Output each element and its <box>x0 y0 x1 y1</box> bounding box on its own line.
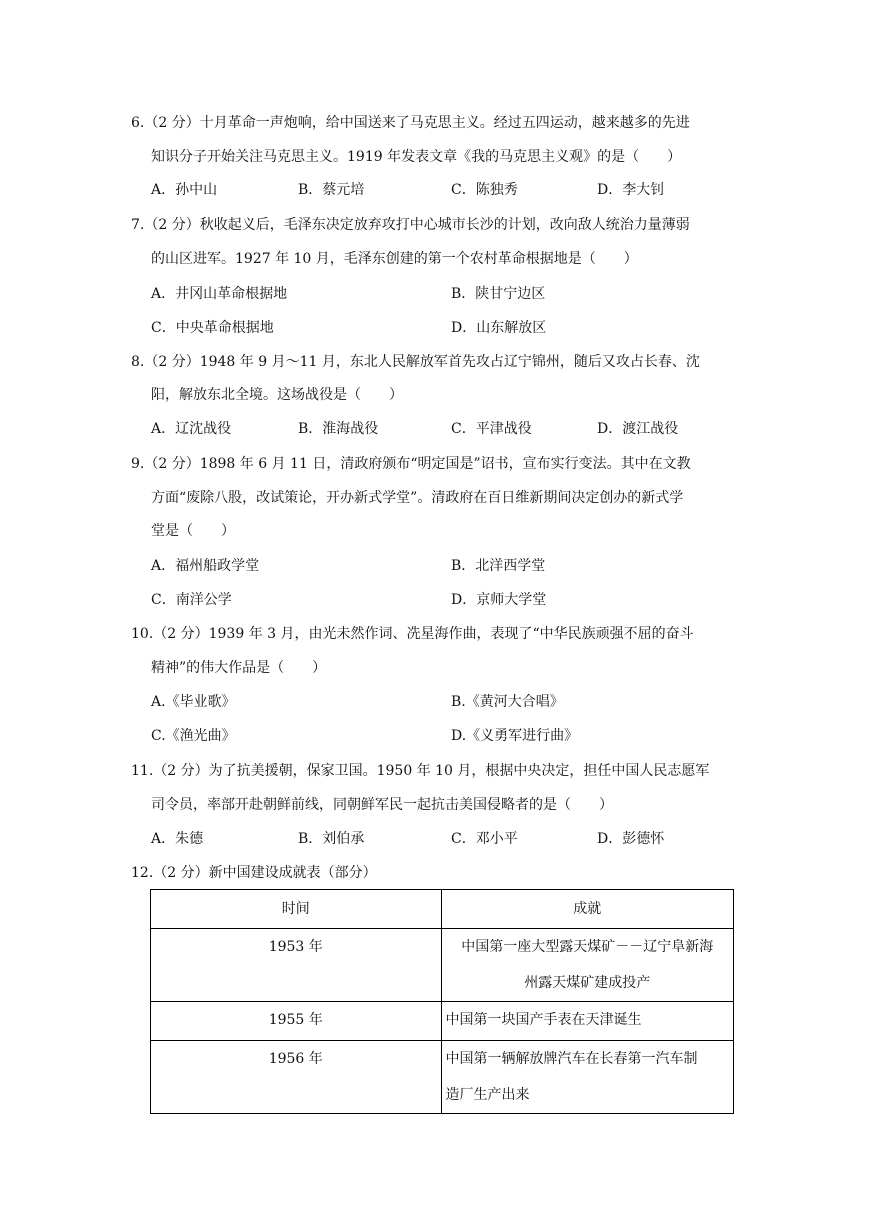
table-cell-achievement <box>441 1041 733 1114</box>
question-9-option-d[interactable]: D．京师大学堂 <box>451 592 547 608</box>
achievement-line: 中国第一辆解放牌汽车在长春第一汽车制 <box>445 1051 698 1067</box>
table-cell-time: 1953 年 <box>151 929 442 1002</box>
achievement-line: 造厂生产出来 <box>445 1087 530 1103</box>
question-10-option-b[interactable]: B.《黄河大合唱》 <box>451 694 564 710</box>
question-9-option-a[interactable]: A．福州船政学堂 <box>151 558 260 574</box>
table-cell-achievement <box>441 1002 733 1041</box>
question-8-option-b[interactable]: B．淮海战役 <box>298 421 379 437</box>
question-11-line-1: 11.（2 分）为了抗美援朝，保家卫国。1950 年 10 月，根据中央决定，担任中国人民志愿军 <box>131 763 710 779</box>
question-10-line-1: 10.（2 分）1939 年 3 月，由光未然作词、冼星海作曲，表现了“中华民族顽强不屈的奋斗 <box>131 626 694 642</box>
question-7-option-c[interactable]: C．中央革命根据地 <box>151 320 274 336</box>
table-header-achievement: 成就 <box>441 890 733 929</box>
question-8-option-d[interactable]: D．渡江战役 <box>597 421 679 437</box>
question-8-line-2: 阳，解放东北全境。这场战役是（ ） <box>151 387 403 403</box>
question-7-option-a[interactable]: A．井冈山革命根据地 <box>151 286 288 302</box>
question-12-line-1: 12.（2 分）新中国建设成就表（部分） <box>131 865 377 881</box>
achievement-line: 中国第一块国产手表在天津诞生 <box>445 1012 642 1028</box>
question-6-option-b[interactable]: B．蔡元培 <box>298 182 365 198</box>
question-9-option-c[interactable]: C．南洋公学 <box>151 592 232 608</box>
question-8-option-c[interactable]: C．平津战役 <box>451 421 532 437</box>
question-6-line-2: 知识分子开始关注马克思主义。1919 年发表文章《我的马克思主义观》的是（ ） <box>151 149 682 165</box>
question-6-option-a[interactable]: A．孙中山 <box>151 182 218 198</box>
question-7-line-1: 7.（2 分）秋收起义后，毛泽东决定放弃攻打中心城市长沙的计划，改向敌人统治力量薄弱 <box>131 217 690 233</box>
question-10-option-d[interactable]: D.《义勇军进行曲》 <box>451 728 579 744</box>
table-cell-time: 1956 年 <box>151 1041 442 1114</box>
question-9-line-2: 方面“废除八股，改试策论，开办新式学堂”。清政府在百日维新期间决定创办的新式学 <box>151 490 684 506</box>
question-7-option-b[interactable]: B．陕甘宁边区 <box>451 286 546 302</box>
question-9-option-b[interactable]: B．北洋西学堂 <box>451 558 546 574</box>
question-11-option-b[interactable]: B．刘伯承 <box>298 831 365 847</box>
question-10-option-a[interactable]: A.《毕业歌》 <box>151 694 236 710</box>
question-11-option-d[interactable]: D．彭德怀 <box>597 831 665 847</box>
table-header-time: 时间 <box>151 890 442 929</box>
achievement-line: 州露天煤矿建成投产 <box>524 975 651 991</box>
question-7-line-2: 的山区进军。1927 年 10 月，毛泽东创建的第一个农村革命根据地是（ ） <box>151 251 638 267</box>
question-8-line-1: 8.（2 分）1948 年 9 月～11 月，东北人民解放军首先攻占辽宁锦州，随后又攻占长春、沈 <box>131 354 700 370</box>
table-cell-achievement <box>441 929 733 1002</box>
question-11-line-2: 司令员，率部开赴朝鲜前线，同朝鲜军民一起抗击美国侵略者的是（ ） <box>151 797 613 813</box>
question-10-option-c[interactable]: C.《渔光曲》 <box>151 728 236 744</box>
table-header-row <box>151 890 734 929</box>
question-10-line-2: 精神”的伟大作品是（ ） <box>151 660 327 676</box>
question-11-option-c[interactable]: C．邓小平 <box>451 831 518 847</box>
table-row <box>151 1041 734 1114</box>
table-cell-time: 1955 年 <box>151 1002 442 1041</box>
table-row <box>151 1002 734 1041</box>
question-6-option-d[interactable]: D．李大钊 <box>597 182 665 198</box>
question-9-line-3: 堂是（ ） <box>151 523 235 539</box>
question-11-option-a[interactable]: A．朱德 <box>151 831 204 847</box>
question-6-line-1: 6.（2 分）十月革命一声炮响，给中国送来了马克思主义。经过五四运动，越来越多的先进 <box>131 115 690 131</box>
table-row <box>151 929 734 1002</box>
achievement-line: 中国第一座大型露天煤矿－－辽宁阜新海 <box>461 939 714 955</box>
question-7-option-d[interactable]: D．山东解放区 <box>451 320 547 336</box>
achievement-table <box>150 889 734 1114</box>
question-8-option-a[interactable]: A．辽沈战役 <box>151 421 232 437</box>
question-6-option-c[interactable]: C．陈独秀 <box>451 182 518 198</box>
question-9-line-1: 9.（2 分）1898 年 6 月 11 日，清政府颁布“明定国是”诏书，宣布实行变法。其中在文教 <box>131 456 691 472</box>
